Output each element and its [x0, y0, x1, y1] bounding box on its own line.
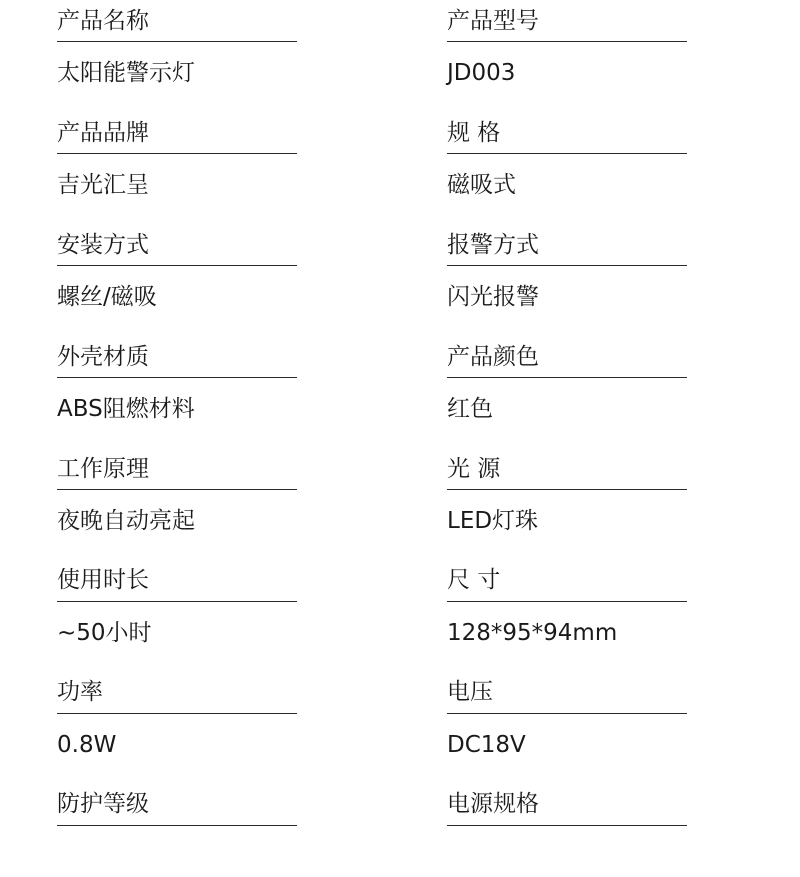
spec-cell [0, 679, 400, 791]
spec-label: 产品型号 [447, 8, 687, 42]
spec-value: 夜晚自动亮起 [57, 507, 195, 534]
spec-value: ABS阻燃材料 [57, 396, 195, 423]
spec-value [57, 826, 297, 877]
spec-cell [0, 344, 400, 456]
spec-cell [0, 8, 400, 120]
spec-cell [400, 567, 800, 679]
spec-cell [400, 120, 800, 232]
spec-cell [400, 679, 800, 791]
spec-value: ~50小时 [57, 619, 152, 646]
spec-label: 使用时长 [57, 567, 297, 601]
spec-cell [0, 567, 400, 679]
spec-label: 尺 寸 [447, 567, 687, 601]
spec-cell [0, 232, 400, 344]
spec-grid [0, 8, 800, 877]
spec-cell [400, 344, 800, 456]
spec-label: 安装方式 [57, 232, 297, 266]
spec-value: LED灯珠 [447, 507, 539, 534]
spec-label: 外壳材质 [57, 344, 297, 378]
spec-label: 电源规格 [447, 791, 687, 825]
spec-label: 产品名称 [57, 8, 297, 42]
spec-label: 电压 [447, 679, 687, 713]
spec-value: 吉光汇呈 [57, 172, 149, 199]
spec-cell [400, 8, 800, 120]
spec-value: DC18V [447, 731, 526, 758]
spec-value: JD003 [447, 60, 516, 87]
spec-value: 闪光报警 [447, 284, 539, 311]
spec-value: 0.8W [57, 731, 117, 758]
spec-value: 红色 [447, 396, 493, 423]
spec-value: 磁吸式 [447, 172, 516, 199]
spec-value: 螺丝/磁吸 [57, 284, 157, 311]
spec-label: 产品品牌 [57, 120, 297, 154]
spec-label: 规 格 [447, 120, 687, 154]
spec-label: 防护等级 [57, 791, 297, 825]
spec-cell [0, 120, 400, 232]
spec-cell [0, 791, 400, 876]
spec-label: 报警方式 [447, 232, 687, 266]
spec-value [447, 826, 687, 877]
spec-label: 产品颜色 [447, 344, 687, 378]
spec-label: 工作原理 [57, 456, 297, 490]
spec-value: 128*95*94mm [447, 619, 618, 646]
spec-value: 太阳能警示灯 [57, 60, 195, 87]
spec-cell [400, 456, 800, 568]
spec-cell [0, 456, 400, 568]
spec-cell [400, 232, 800, 344]
spec-cell [400, 791, 800, 876]
spec-label: 功率 [57, 679, 297, 713]
spec-label: 光 源 [447, 456, 687, 490]
